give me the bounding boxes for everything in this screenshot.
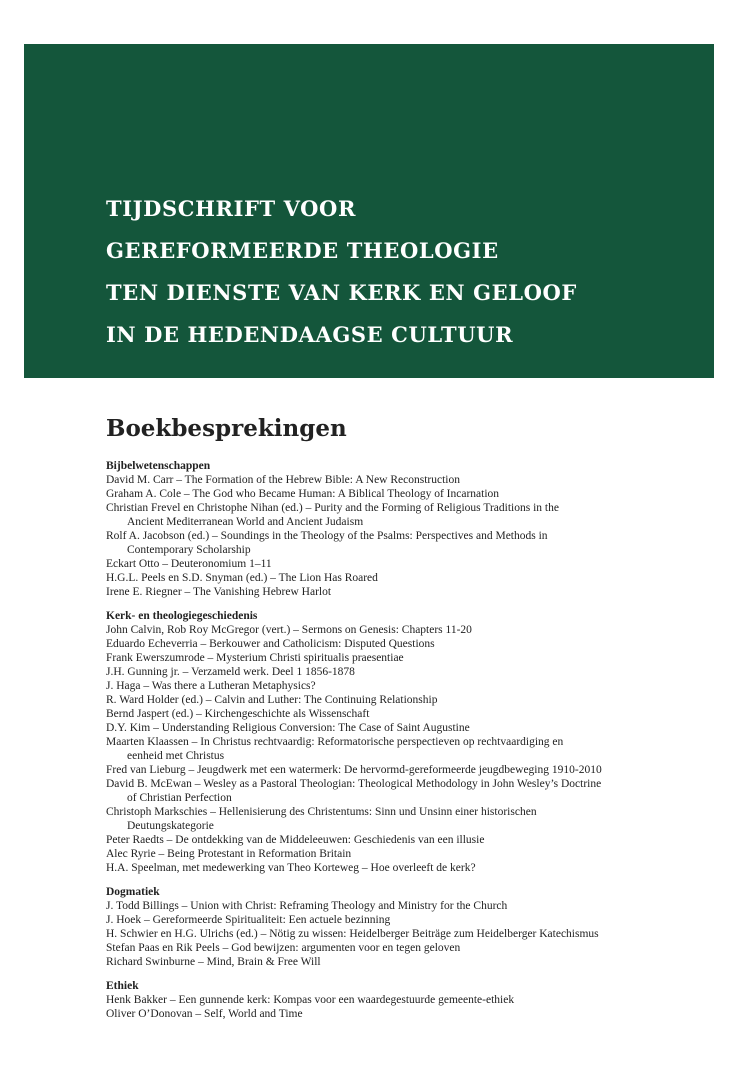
review-entry — [106, 693, 666, 707]
review-entry-line: Richard Swinburne – Mind, Brain & Free Will — [106, 956, 321, 968]
review-entry — [106, 585, 666, 599]
review-entry — [106, 1007, 666, 1021]
review-entry — [106, 861, 666, 875]
review-entry — [106, 665, 666, 679]
review-entry-line: David M. Carr – The Formation of the Hebrew Bible: A New Reconstruction — [106, 474, 460, 486]
section-title: Ethiek — [106, 980, 139, 992]
review-entry-line: J. Hoek – Gereformeerde Spiritualiteit: Een actuele bezinning — [106, 914, 391, 926]
review-entry-line: Graham A. Cole – The God who Became Human: A Biblical Theology of Incarnation — [106, 488, 500, 500]
review-entry-line: Contemporary Scholarship — [127, 544, 251, 556]
review-entry-line: Fred van Lieburg – Jeugdwerk met een watermerk: De hervormd-gereformeerde jeugdbeweging 1910-2010 — [106, 764, 602, 776]
review-entry-line: eenheid met Christus — [127, 750, 225, 762]
review-entry — [106, 763, 666, 777]
review-entry — [106, 571, 666, 585]
review-entry-line: Eduardo Echeverria – Berkouwer and Catholicism: Disputed Questions — [106, 638, 435, 650]
review-entry-line: Henk Bakker – Een gunnende kerk: Kompas voor een waardegestuurde gemeente-ethiek — [106, 994, 515, 1006]
review-entry-line: D.Y. Kim – Understanding Religious Conversion: The Case of Saint Augustine — [106, 722, 470, 734]
section-title: Dogmatiek — [106, 886, 160, 898]
review-section — [106, 885, 666, 969]
review-section — [106, 979, 666, 1021]
section-title: Kerk- en theologiegeschiedenis — [106, 610, 258, 622]
review-entry — [106, 955, 666, 969]
review-entry — [106, 707, 666, 721]
review-entry — [106, 721, 666, 735]
review-entry — [106, 529, 666, 557]
review-entry — [106, 735, 666, 763]
review-entry-line: Oliver O’Donovan – Self, World and Time — [106, 1008, 303, 1020]
review-entry-line: Maarten Klaassen – In Christus rechtvaardig: Reformatorische perspectieven op rechtvaardiging en — [106, 736, 564, 748]
review-entry-line: John Calvin, Rob Roy McGregor (vert.) – Sermons on Genesis: Chapters 11-20 — [106, 624, 472, 636]
review-entry-line: Christian Frevel en Christophe Nihan (ed.) – Purity and the Forming of Religious Traditions in the — [106, 502, 559, 514]
review-entry — [106, 487, 666, 501]
journal-title — [106, 188, 577, 356]
review-entry-line: J. Todd Billings – Union with Christ: Reframing Theology and Ministry for the Church — [106, 900, 508, 912]
journal-title-line: GEREFORMEERDE THEOLOGIE — [106, 238, 499, 263]
review-entry-line: Ancient Mediterranean World and Ancient Judaism — [127, 516, 364, 528]
review-section — [106, 459, 666, 599]
review-entry-line: Rolf A. Jacobson (ed.) – Soundings in the Theology of the Psalms: Perspectives and Methods in — [106, 530, 548, 542]
review-entry — [106, 623, 666, 637]
review-entry-line: Eckart Otto – Deuteronomium 1–11 — [106, 558, 272, 570]
review-entry-line: Irene E. Riegner – The Vanishing Hebrew Harlot — [106, 586, 332, 598]
review-entry-line: Alec Ryrie – Being Protestant in Reformation Britain — [106, 848, 352, 860]
review-entry-line: of Christian Perfection — [127, 792, 232, 804]
review-entry — [106, 927, 666, 941]
review-section — [106, 609, 666, 875]
review-entry-line: David B. McEwan – Wesley as a Pastoral Theologian: Theological Methodology in John Wesley’s Doctrine — [106, 778, 602, 790]
review-entry-line: H.A. Speelman, met medewerking van Theo Korteweg – Hoe overleeft de kerk? — [106, 862, 476, 874]
review-entry — [106, 651, 666, 665]
review-entry — [106, 557, 666, 571]
review-entry — [106, 941, 666, 955]
review-entry-line: Christoph Markschies – Hellenisierung des Christentums: Sinn und Unsinn einer historischen — [106, 806, 537, 818]
review-entry — [106, 833, 666, 847]
review-entry-line: Frank Ewerszumrode – Mysterium Christi spiritualis praesentiae — [106, 652, 404, 664]
review-entry — [106, 501, 666, 529]
journal-title-line: TEN DIENSTE VAN KERK EN GELOOF — [106, 280, 577, 305]
review-entry-line: Peter Raedts – De ontdekking van de Middeleeuwen: Geschiedenis van een illusie — [106, 834, 485, 846]
review-entry — [106, 847, 666, 861]
review-entry — [106, 777, 666, 805]
review-entry-line: J.H. Gunning jr. – Verzameld werk. Deel 1 1856-1878 — [106, 666, 355, 678]
review-entry — [106, 637, 666, 651]
journal-title-line: IN DE HEDENDAAGSE CULTUUR — [106, 322, 514, 347]
review-entry — [106, 679, 666, 693]
review-list — [106, 412, 666, 1031]
review-entry-line: Bernd Jaspert (ed.) – Kirchengeschichte als Wissenschaft — [106, 708, 370, 720]
section-title: Bijbelwetenschappen — [106, 460, 211, 472]
review-entry — [106, 913, 666, 927]
journal-banner — [24, 44, 714, 378]
review-entry-line: Deutungskategorie — [127, 820, 214, 832]
page-title: Boekbesprekingen — [106, 415, 347, 442]
review-entry — [106, 805, 666, 833]
review-entry-line: J. Haga – Was there a Lutheran Metaphysics? — [106, 680, 316, 692]
review-entry — [106, 899, 666, 913]
journal-title-line: TIJDSCHRIFT VOOR — [106, 196, 357, 221]
review-entry-line: R. Ward Holder (ed.) – Calvin and Luther: The Continuing Relationship — [106, 694, 438, 706]
review-entry — [106, 473, 666, 487]
review-entry-line: Stefan Paas en Rik Peels – God bewijzen: argumenten voor en tegen geloven — [106, 942, 461, 954]
sections-container — [106, 459, 666, 1021]
review-entry — [106, 993, 666, 1007]
review-entry-line: H.G.L. Peels en S.D. Snyman (ed.) – The Lion Has Roared — [106, 572, 378, 584]
review-entry-line: H. Schwier en H.G. Ulrichs (ed.) – Nötig zu wissen: Heidelberger Beiträge zum Heidelberger Katechismus — [106, 928, 599, 940]
